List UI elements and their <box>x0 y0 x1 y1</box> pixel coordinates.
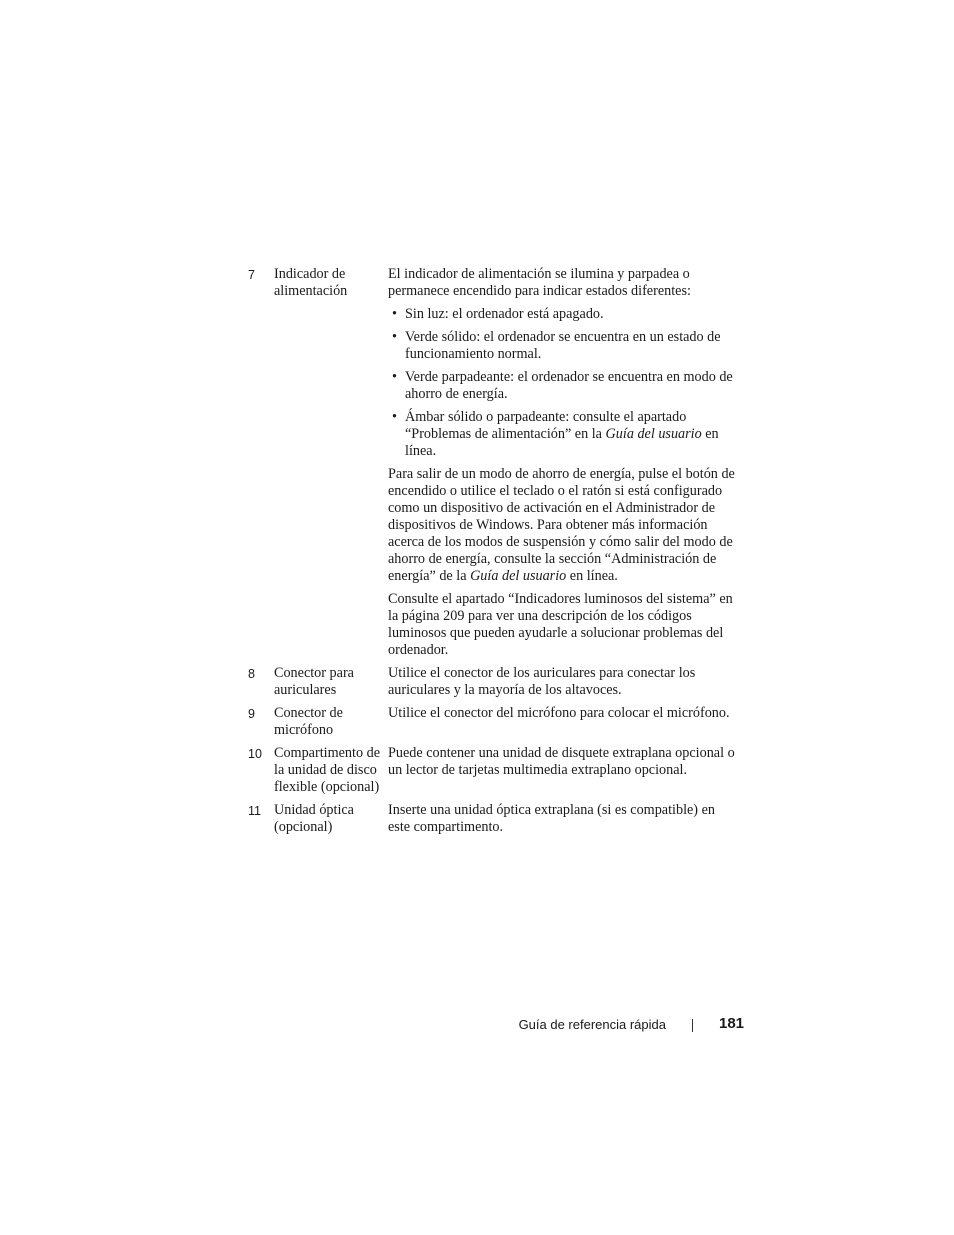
table-row <box>248 665 738 699</box>
list-item <box>388 409 738 460</box>
description-paragraph: Consulte el apartado “Indicadores luminosos del sistema” en la página 209 para ver una descripción de los códigos luminosos que pueden ayudarle a solucionar problemas del ordenador. <box>388 591 733 658</box>
item-term: Indicador de alimentación <box>274 266 348 299</box>
page-footer <box>0 1015 954 1035</box>
list-item: • Verde parpadeante: el ordenador se encuentra en modo de ahorro de energía. <box>388 369 738 403</box>
paragraph-text: Para salir de un modo de ahorro de energía, pulse el botón de encendido o utilice el teclado o el ratón si está configurado como un dispositivo de activación en el Administrador de dispositivos de Windows. Para obtener más información acerca de los modos de suspensión y cómo salir del modo de ahorro de energía, consulte la sección “Administración de energía” de la <box>388 466 735 584</box>
component-table <box>248 266 738 842</box>
user-guide-reference: Guía del usuario <box>605 426 702 442</box>
item-term: Conector para auriculares <box>274 665 354 698</box>
status-list <box>388 306 738 460</box>
item-description: Puede contener una unidad de disquete extraplana opcional o un lector de tarjetas multimedia extraplano opcional. <box>388 745 735 778</box>
footer-divider <box>692 1019 693 1032</box>
item-term: Compartimento de la unidad de disco flexible (opcional) <box>274 745 380 795</box>
item-description: Utilice el conector del micrófono para colocar el micrófono. <box>388 705 730 721</box>
description-paragraph <box>388 466 738 585</box>
item-description: Utilice el conector de los auriculares para conectar los auriculares y la mayoría de los altavoces. <box>388 665 696 698</box>
item-description <box>388 266 738 659</box>
table-row <box>248 802 738 836</box>
footer-title: Guía de referencia rápida <box>518 1017 666 1032</box>
user-guide-reference: Guía del usuario <box>470 568 567 584</box>
item-number: 11 <box>248 804 261 818</box>
item-number: 7 <box>248 268 255 282</box>
list-item-text: Ámbar sólido o parpadeante: consulte el apartado “Problemas de alimentación” en la <box>405 409 687 442</box>
item-number: 10 <box>248 747 262 761</box>
description-intro: El indicador de alimentación se ilumina y parpadea o permanece encendido para indicar estados diferentes: <box>388 266 691 299</box>
item-description: Inserte una unidad óptica extraplana (si es compatible) en este compartimento. <box>388 802 715 835</box>
item-number: 9 <box>248 707 255 721</box>
table-row <box>248 266 738 659</box>
page-number: 181 <box>719 1015 745 1032</box>
item-term: Unidad óptica (opcional) <box>274 802 354 835</box>
table-row <box>248 705 738 739</box>
table-row <box>248 745 738 796</box>
item-number: 8 <box>248 667 255 681</box>
list-item: • Verde sólido: el ordenador se encuentra en un estado de funcionamiento normal. <box>388 329 738 363</box>
list-item-text: en línea. <box>405 426 719 459</box>
item-term: Conector de micrófono <box>274 705 343 738</box>
list-item: • Sin luz: el ordenador está apagado. <box>388 306 738 323</box>
paragraph-text: en línea. <box>566 568 618 584</box>
